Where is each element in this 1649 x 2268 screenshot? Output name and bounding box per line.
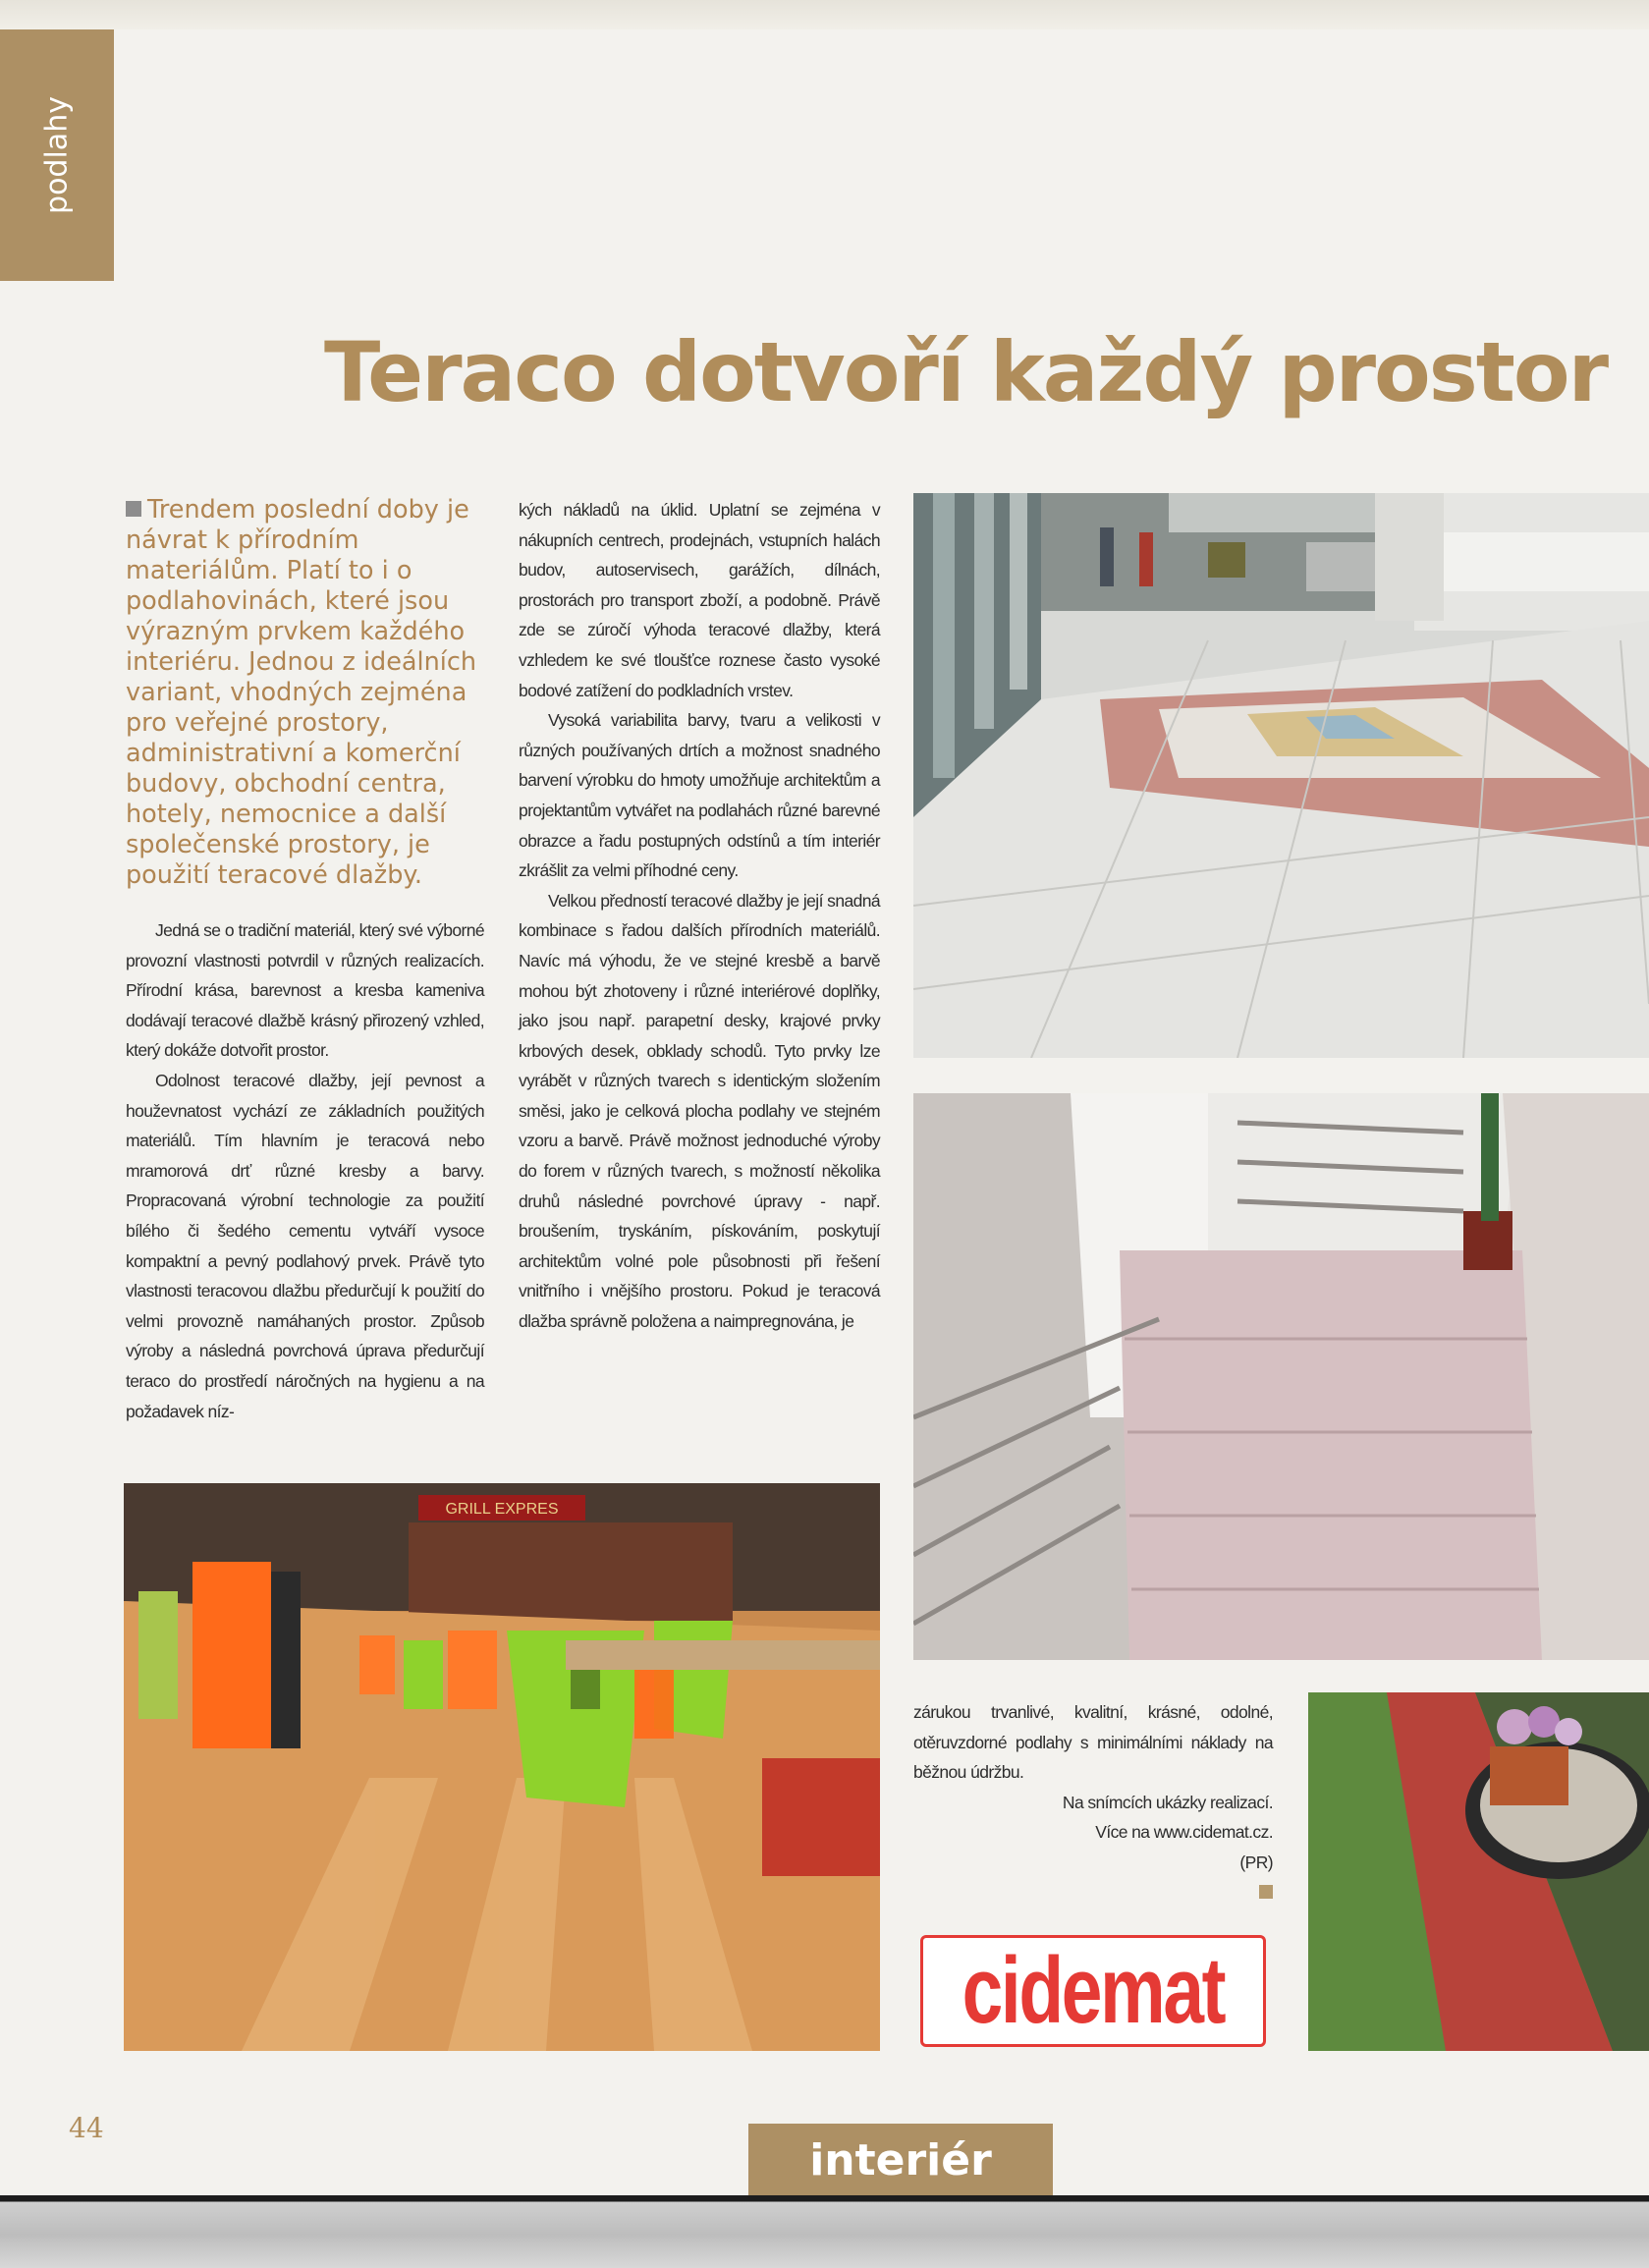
text-column-1 xyxy=(126,915,484,1426)
page-edge-top xyxy=(0,0,1649,29)
photo-garden-tiles xyxy=(1308,1692,1649,2051)
credit-line: Více na www.cidemat.cz. xyxy=(1095,1822,1273,1843)
paragraph: Velkou předností teracové dlažby je její snadná kombinace s řadou dalších přírodních materiálů. Navíc má výhodu, že ve stejné kresbě a barvě mohou být zhotoveny i různé interiérové doplňky, jako jsou např. parapetní desky, krajové prvky krbových desek, obklady schodů. Tyto prvky lze vyrábět v různých tvarech s identickým složením směsi, jako je celková plocha podlahy ve stejném vzoru a barvě. Právě možnost jednoduché výroby do forem v různých tvarech, s možností několika druhů následné povrchové úpravy - např. broušením, tryskáním, pískováním, poskytují architektům volné pole působnosti při řešení vnitřního i vnějšího prostoru. Pokud je teracová dlažba správně položena a naimpregnována, je xyxy=(519,890,880,1332)
lead-text: Trendem poslední doby je návrat k přírodním materiálům. Platí to i o podlahovinách, které jsou výrazným prvkem každého interiéru. Jednou z ideálních variant, vhodných zejména pro veřejné prostory, administrativní a komerční budovy, obchodní centra, hotely, nemocnice a další společenské prostory, je použití teracové dlažby. xyxy=(126,495,477,890)
photo-sign-text: GRILL EXPRES xyxy=(445,1501,559,1518)
section-label: podlahy xyxy=(39,96,75,214)
page-number: 44 xyxy=(69,2112,104,2144)
paragraph: zárukou trvanlivé, kvalitní, krásné, odolné, otěruvzdorné podlahy s minimálními náklady na běžnou údržbu. xyxy=(913,1702,1273,1783)
text-column-3 xyxy=(913,1697,1273,1908)
end-mark-icon xyxy=(1259,1885,1273,1899)
article-title: Teraco dotvoří každý prostor xyxy=(324,324,1608,420)
photo-stairs xyxy=(913,1093,1649,1660)
page-edge-bottom xyxy=(0,2195,1649,2268)
paragraph: Vysoká variabilita barvy, tvaru a velikosti v různých používaných drtích a možnost snadného barvení výrobku do hmoty umožňuje architektům a projektantům vytvářet na podlahách různé barevné obrazce a řadu postupných odstínů a tím interiér zkrášlit za velmi příhodné ceny. xyxy=(519,710,880,881)
logo-wordmark: cidemat xyxy=(962,1938,1225,2043)
article-lead xyxy=(126,495,479,891)
credit-line: Na snímcích ukázky realizací. xyxy=(1062,1792,1273,1812)
cidemat-logo xyxy=(920,1935,1266,2047)
bullet-square-icon xyxy=(126,501,141,517)
paragraph: Jedná se o tradiční materiál, který své výborné provozní vlastnosti potvrdil v různých realizacích. Přírodní krása, barevnost a kresba kameniva dodávají teracové dlažbě krásný přirozený vzhled, který dokáže dotvořit prostor. xyxy=(126,920,484,1061)
paragraph: kých nákladů na úklid. Uplatní se zejména v nákupních centrech, prodejnách, vstupních halách budov, autoservisech, garážích, dílnách, prostorách pro transport zboží, a podobně. Právě zde se zúročí výhoda teracové dlažby, která vzhledem ke své tloušťce roznese často vysoké bodové zatížení do podkladních vrstev. xyxy=(519,500,880,700)
credit-line: (PR) xyxy=(1239,1852,1273,1872)
photo-mall-floor xyxy=(913,493,1649,1058)
end-mark-row xyxy=(913,1878,1273,1908)
footer-section-tab: interiér xyxy=(748,2124,1053,2197)
photo-food-court xyxy=(124,1483,880,2051)
paragraph: Odolnost teracové dlažby, její pevnost a houževnatost vychází ze základních použitých materiálů. Tím hlavním je teracová nebo mramorová drť různé kresby a barvy. Propracovaná výrobní technologie za použití bílého či šedého cementu vytváří vysoce kompaktní a pevný podlahový prvek. Právě tyto vlastnosti teracovou dlažbu předurčují k použití do velmi provozně namáhaných prostor. Způsob výroby a následná povrchová úprava předurčují teraco do prostředí náročných na hygienu a na požadavek níz- xyxy=(126,1070,484,1421)
section-tab xyxy=(0,29,114,281)
text-column-2 xyxy=(519,495,880,1337)
